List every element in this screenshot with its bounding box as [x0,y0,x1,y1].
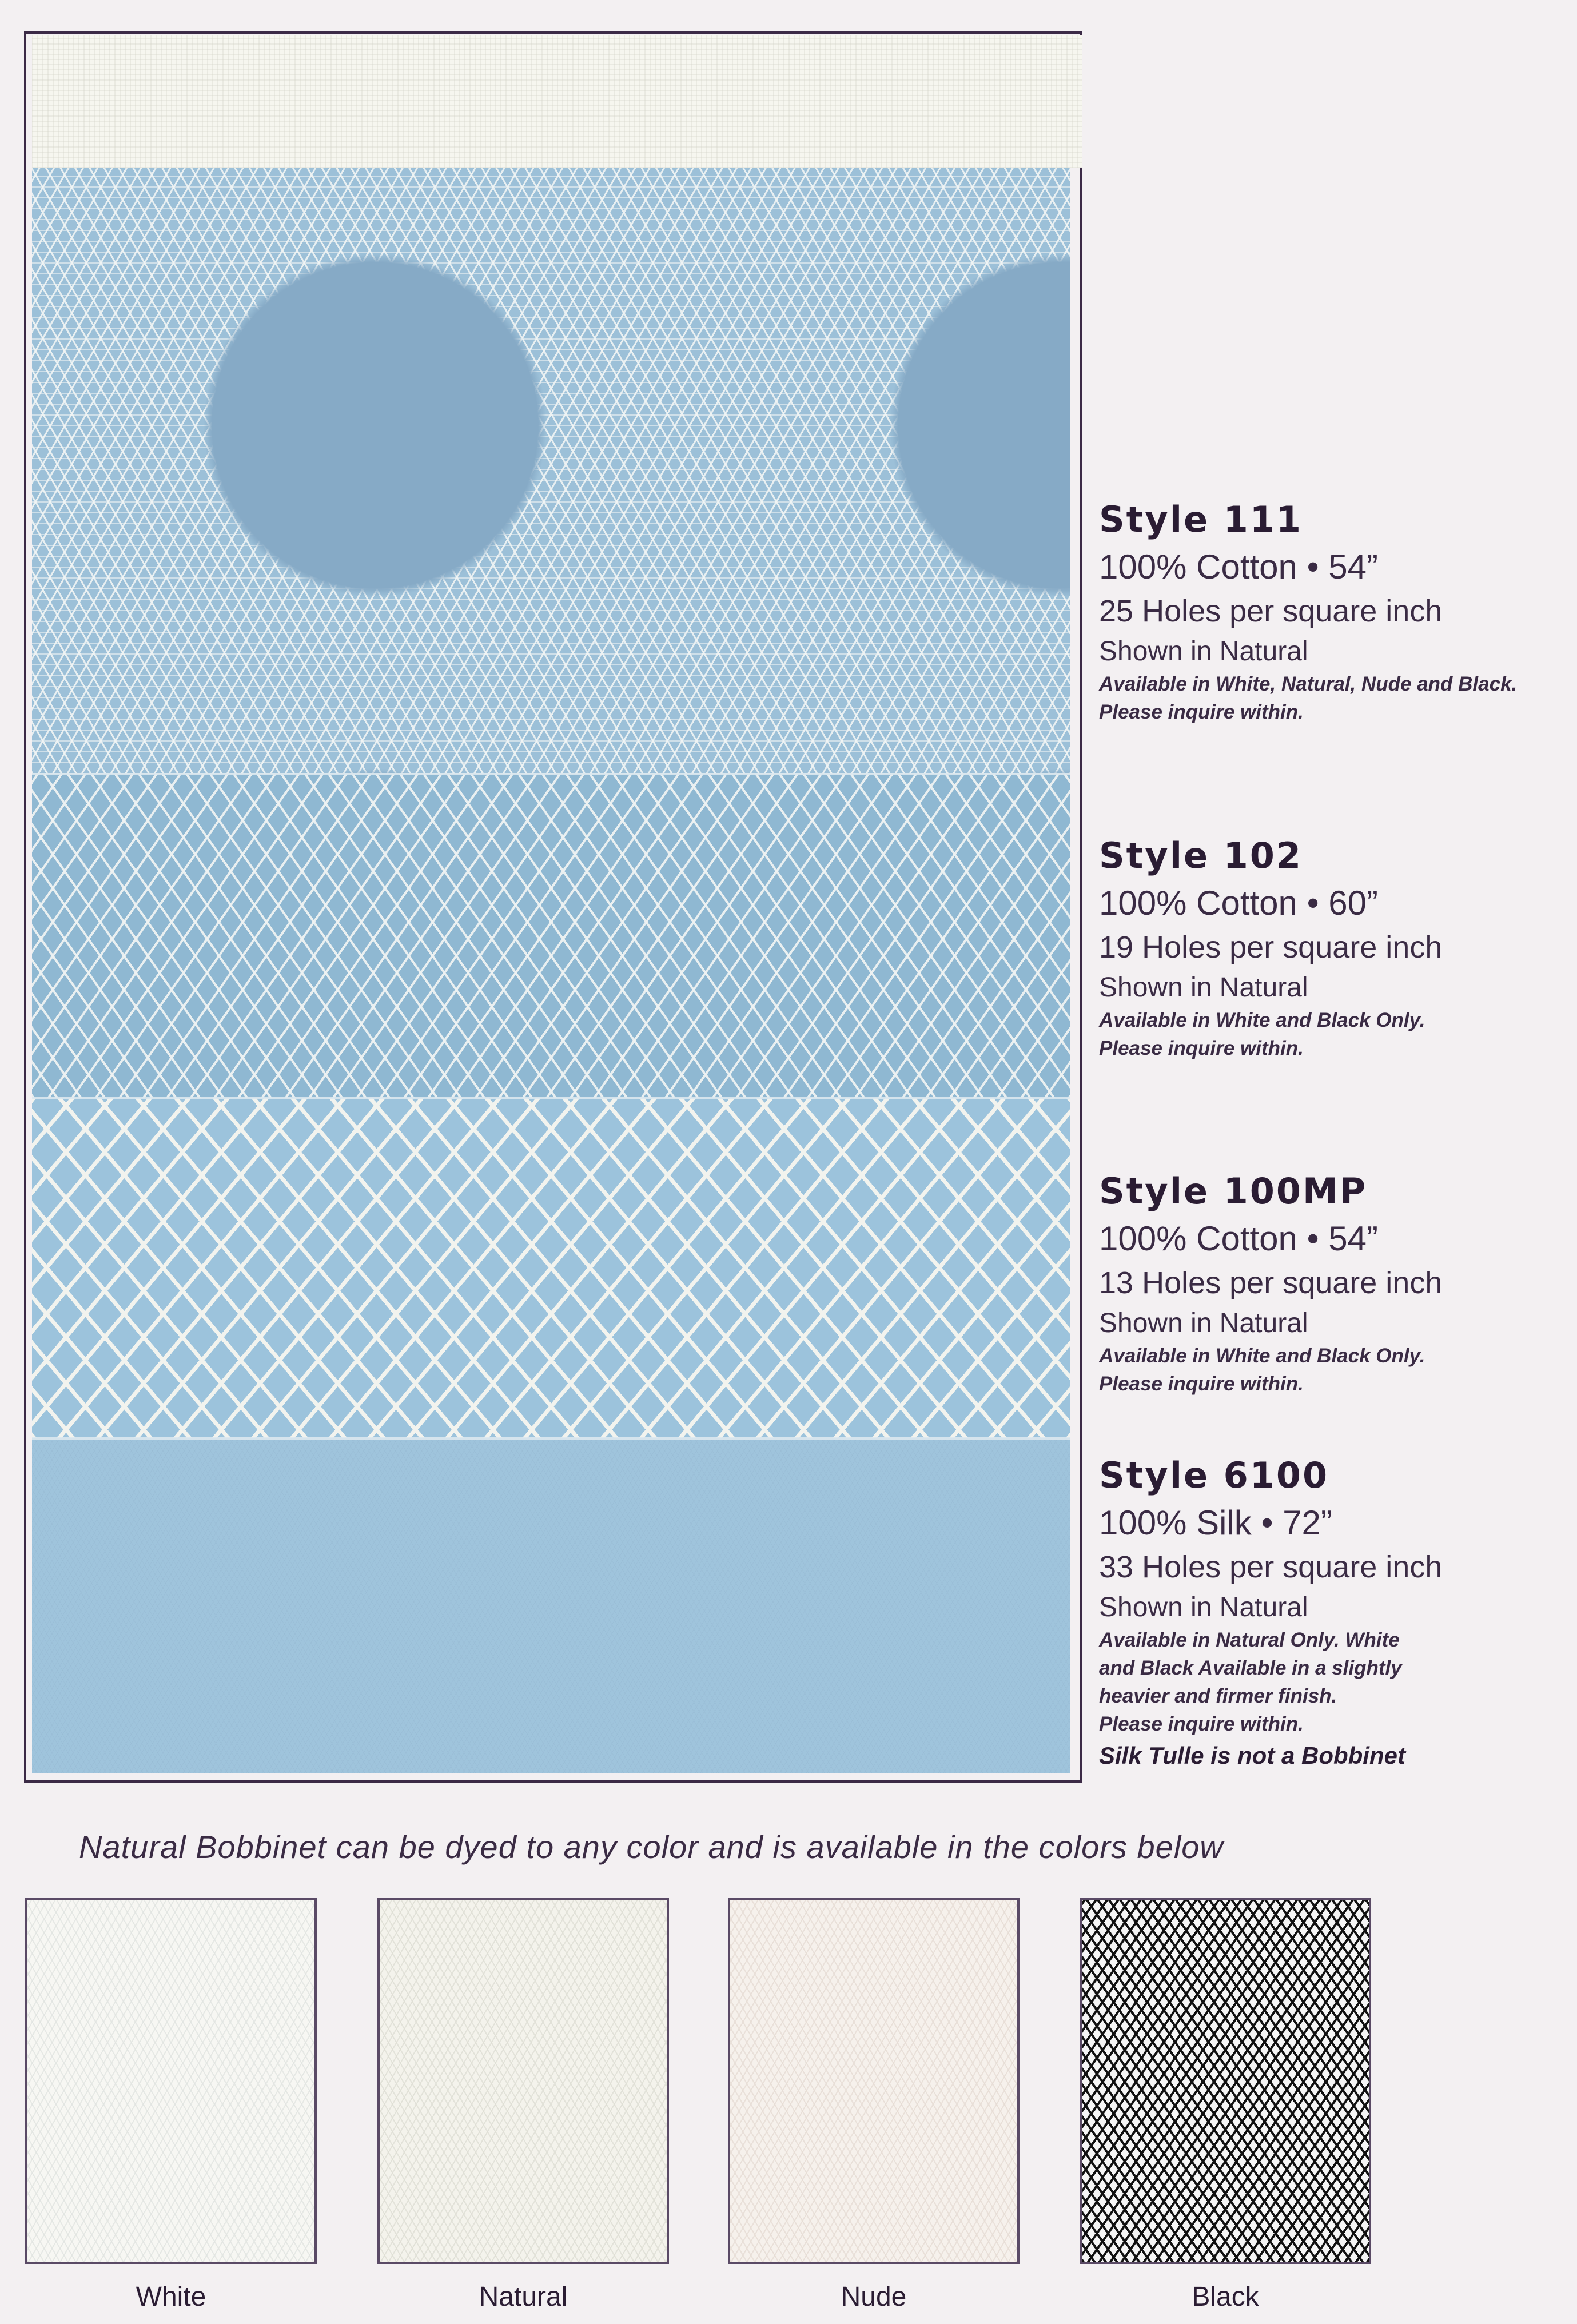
availability-line: Please inquire within. [1099,1373,1304,1395]
color-label-black: Black [1192,2282,1259,2312]
color-label-nude: Nude [841,2282,907,2312]
style-block-6100 [1099,1454,1443,1772]
style-availability [1099,1006,1442,1062]
style-block-102 [1099,835,1443,1062]
style-title: Style 100MP [1099,1170,1368,1212]
swatch-style-100mp [32,1098,1070,1438]
style-holes: 13 Holes per square inch [1099,1266,1443,1300]
availability-line: Available in Natural Only. White [1099,1629,1400,1651]
style-holes: 25 Holes per square inch [1099,594,1443,628]
style-fabric: 100% Silk • 72” [1099,1504,1332,1542]
style-note: Silk Tulle is not a Bobbinet [1099,1742,1405,1769]
style-block-100mp [1099,1170,1443,1398]
color-label-natural: Natural [479,2282,568,2312]
style-availability [1099,1342,1442,1398]
swatch-style-111 [32,168,1070,774]
style-availability [1099,1626,1442,1738]
style-shown: Shown in Natural [1099,972,1308,1003]
color-swatch-nude [728,1898,1020,2264]
style-fabric: 100% Cotton • 60” [1099,884,1378,922]
style-fabric: 100% Cotton • 54” [1099,1219,1378,1258]
color-label-white: White [136,2282,206,2312]
availability-line: Available in White and Black Only. [1099,1009,1425,1031]
availability-line: Available in White and Black Only. [1099,1345,1425,1367]
color-swatch-natural [377,1898,669,2264]
availability-line: heavier and firmer finish. [1099,1685,1337,1707]
style-title: Style 102 [1099,835,1303,876]
availability-line: and Black Available in a slightly [1099,1657,1402,1679]
style-block-111 [1099,499,1518,726]
style-title: Style 6100 [1099,1454,1329,1496]
dye-note: Natural Bobbinet can be dyed to any color and is available in the colors below [79,1829,1224,1865]
swatch-header-strip [32,35,1082,168]
style-holes: 33 Holes per square inch [1099,1550,1443,1584]
color-swatch-black [1080,1898,1371,2264]
style-shown: Shown in Natural [1099,1308,1308,1338]
availability-line: Please inquire within. [1099,1713,1304,1735]
swatch-style-102 [32,774,1070,1098]
style-shown: Shown in Natural [1099,1592,1308,1623]
color-swatch-white [25,1898,317,2264]
style-fabric: 100% Cotton • 54” [1099,548,1378,586]
swatch-divider [32,1437,1070,1440]
style-holes: 19 Holes per square inch [1099,930,1443,964]
availability-line: Available in White, Natural, Nude and Black. [1099,673,1518,695]
availability-line: Please inquire within. [1099,701,1304,723]
swatch-style-6100 [32,1438,1070,1773]
style-title: Style 111 [1099,499,1303,540]
availability-line: Please inquire within. [1099,1037,1304,1059]
swatch-divider [32,773,1070,775]
swatch-divider [32,1097,1070,1099]
style-shown: Shown in Natural [1099,636,1308,667]
style-availability [1099,670,1517,726]
